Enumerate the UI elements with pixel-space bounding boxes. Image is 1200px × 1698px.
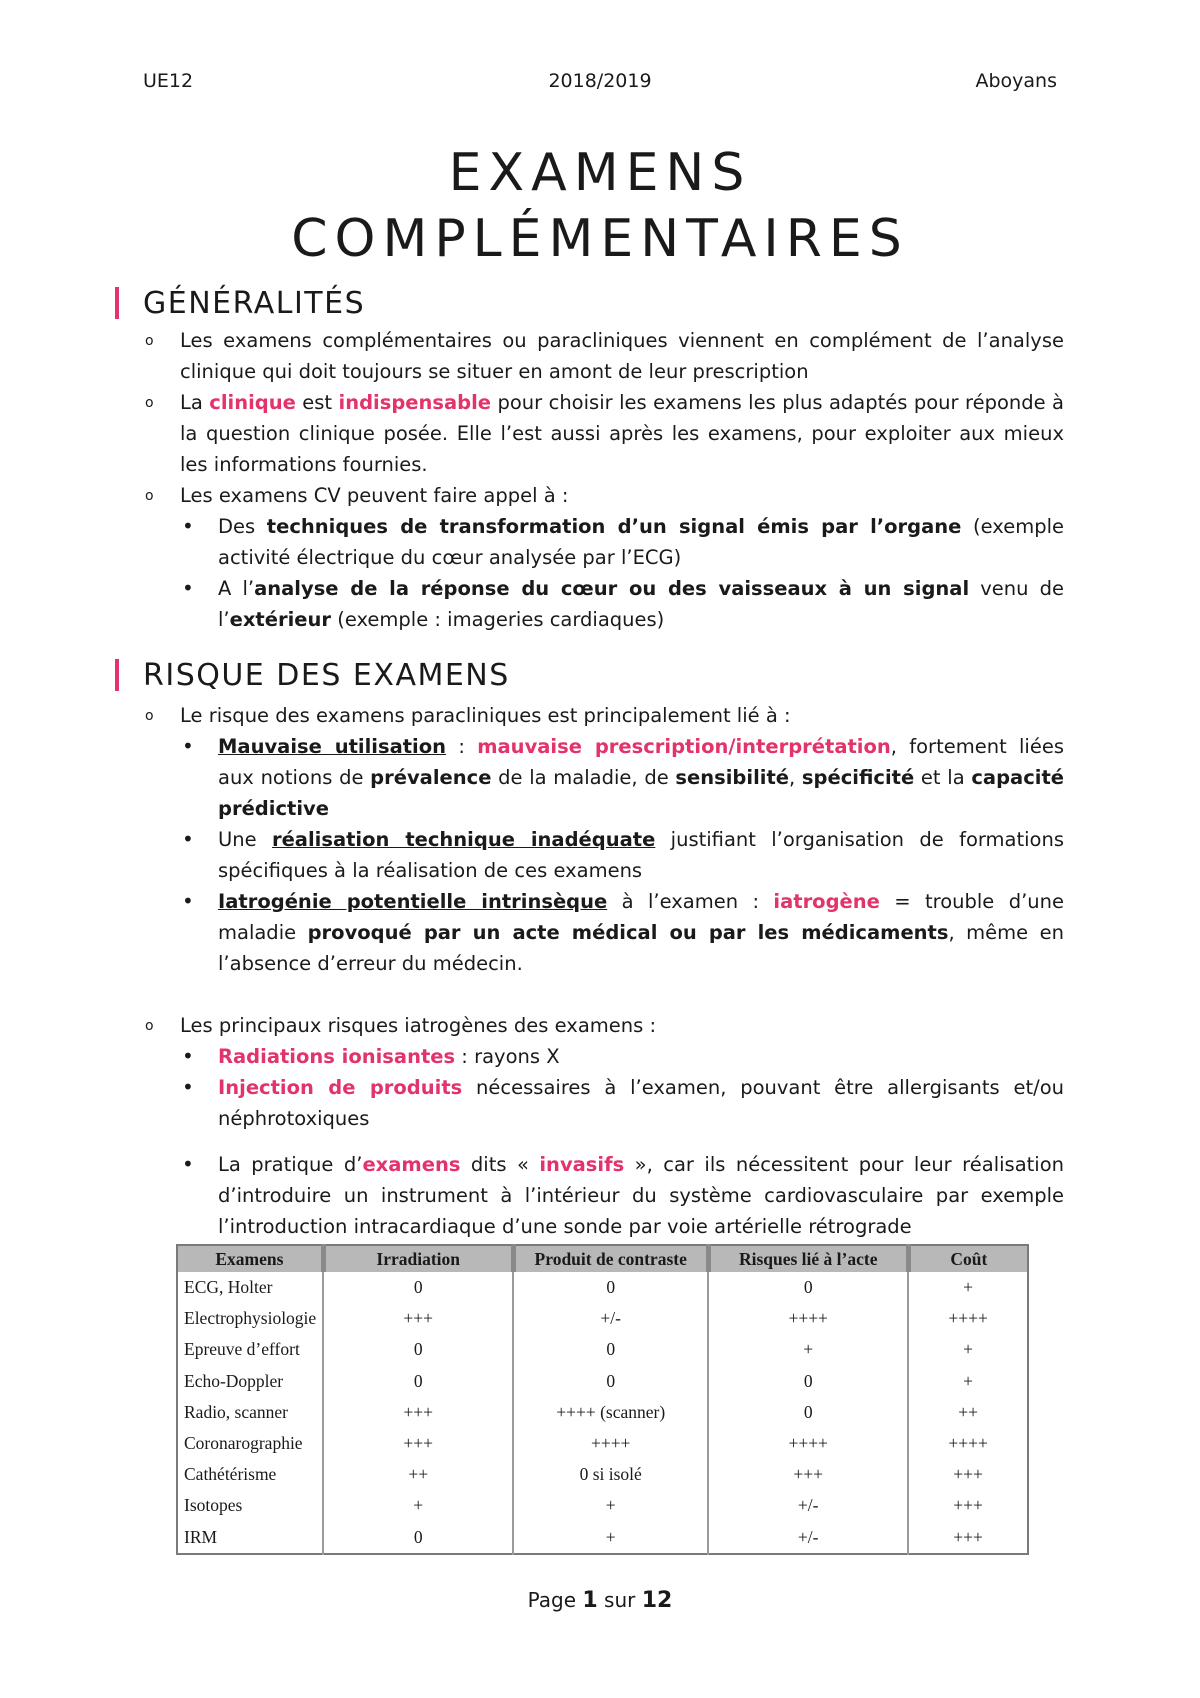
title-line-1: EXAMENS: [448, 143, 752, 203]
section-risque-body: [143, 700, 1064, 1242]
page-footer: Page 1 sur 12: [527, 1588, 673, 1613]
table-row: [177, 1303, 1028, 1334]
list-item: o Les examens complémentaires ou paracliniques viennent en complément de l’analyse clinique qui doit toujours se situer en amont de leur prescription: [143, 325, 1064, 387]
risk-table: [176, 1244, 1029, 1555]
table-cell: 0: [513, 1272, 708, 1303]
bullet-item: • La pratique d’examens dits « invasifs », car ils nécessitent pour leur réalisation d’introduire un instrument à l’intérieur du système cardiovasculaire par exemple l’introduction intracardiaque d’une sonde par voie artérielle rétrograde: [143, 1149, 1064, 1242]
table-cell: ++++: [908, 1303, 1028, 1334]
table-cell: +++: [323, 1303, 513, 1334]
bullet-item: • Radiations ionisantes : rayons X: [143, 1041, 1064, 1072]
bullet-item: • Mauvaise utilisation : mauvaise prescription/interprétation, fortement liées aux notions de prévalence de la maladie, de sensibilité, spécificité et la capacité prédictive: [143, 731, 1064, 824]
table-row: [177, 1490, 1028, 1521]
table-cell: Echo-Doppler: [184, 1370, 284, 1391]
table-cell: +++: [323, 1397, 513, 1428]
table-cell: +/-: [513, 1303, 708, 1334]
table-cell: Isotopes: [184, 1495, 243, 1516]
table-cell: 0: [708, 1272, 908, 1303]
table-cell: ++++: [513, 1428, 708, 1459]
header-course: UE12: [143, 70, 194, 92]
table-cell: 0: [323, 1366, 513, 1397]
list-item: o La clinique est indispensable pour choisir les examens les plus adaptés pour réponde à la question clinique posée. Elle l’est aussi après les examens, pour exploiter aux mieux les informations fournies.: [143, 387, 1064, 480]
table-cell: 0 si isolé: [513, 1459, 708, 1490]
table-cell: Radio, scanner: [184, 1401, 288, 1422]
table-header: Produit de contraste: [513, 1245, 708, 1272]
table-cell: 0: [323, 1522, 513, 1554]
table-cell: 0: [513, 1334, 708, 1365]
list-item: o Le risque des examens paracliniques est principalement lié à :: [143, 700, 1064, 731]
table-row: [177, 1366, 1028, 1397]
table-cell: +++: [708, 1459, 908, 1490]
table-cell: Coronarographie: [184, 1433, 303, 1454]
table-cell: ++++: [908, 1428, 1028, 1459]
table-cell: ++++: [708, 1303, 908, 1334]
table-cell: +++: [908, 1459, 1028, 1490]
list-item: o Les principaux risques iatrogènes des examens :: [143, 1010, 1064, 1041]
table-row: [177, 1334, 1028, 1365]
bullet-item: • Une réalisation technique inadéquate justifiant l’organisation de formations spécifiques à la réalisation de ces examens: [143, 824, 1064, 886]
table-cell: ++: [323, 1459, 513, 1490]
bullet-item: • A l’analyse de la réponse du cœur ou des vaisseaux à un signal venu de l’extérieur (exemple : imageries cardiaques): [143, 573, 1064, 635]
table-cell: +: [513, 1490, 708, 1521]
header-year: 2018/2019: [548, 70, 652, 92]
table-row: [177, 1459, 1028, 1490]
table-header: Risques lié à l’acte: [708, 1245, 908, 1272]
table-header: Coût: [908, 1245, 1028, 1272]
table-header-row: [177, 1245, 1028, 1272]
table-cell: +: [513, 1522, 708, 1554]
page-total: 12: [641, 1588, 673, 1613]
table-cell: Cathétérisme: [184, 1464, 277, 1485]
table-cell: +: [708, 1334, 908, 1365]
page-number: 1: [582, 1588, 598, 1613]
table-row: [177, 1272, 1028, 1303]
table-cell: ++++ (scanner): [513, 1397, 708, 1428]
table-cell: ++++: [708, 1428, 908, 1459]
table-cell: 0: [708, 1366, 908, 1397]
table-cell: +: [908, 1272, 1028, 1303]
table-cell: Electrophysiologie: [184, 1308, 317, 1329]
table-cell: +++: [908, 1490, 1028, 1521]
table-cell: +/-: [708, 1522, 908, 1554]
section-heading-risque: RISQUE DES EXAMENS: [115, 657, 510, 695]
bullet-item: • Des techniques de transformation d’un signal émis par l’organe (exemple activité électrique du cœur analysée par l’ECG): [143, 511, 1064, 573]
page-title: [0, 140, 1200, 272]
table-cell: +: [908, 1334, 1028, 1365]
table-row: [177, 1522, 1028, 1554]
table-cell: ++: [908, 1397, 1028, 1428]
table-row: [177, 1397, 1028, 1428]
table-cell: +/-: [708, 1490, 908, 1521]
table-cell: 0: [323, 1272, 513, 1303]
table-cell: 0: [708, 1397, 908, 1428]
section-heading-generalites: GÉNÉRALITÉS: [115, 285, 365, 323]
list-item: o Les examens CV peuvent faire appel à :: [143, 480, 1064, 511]
table-cell: +++: [908, 1522, 1028, 1554]
table-header: Examens: [177, 1245, 323, 1272]
table-cell: 0: [513, 1366, 708, 1397]
table-cell: 0: [323, 1334, 513, 1365]
table-cell: IRM: [184, 1526, 218, 1547]
section-generalites-body: [143, 325, 1064, 635]
table-header: Irradiation: [323, 1245, 513, 1272]
title-line-2: COMPLÉMENTAIRES: [291, 209, 909, 269]
table-cell: +: [908, 1366, 1028, 1397]
table-cell: ECG, Holter: [184, 1277, 273, 1298]
table-row: [177, 1428, 1028, 1459]
table-cell: +: [323, 1490, 513, 1521]
header-author: Aboyans: [975, 70, 1057, 92]
bullet-item: • Iatrogénie potentielle intrinsèque à l’examen : iatrogène = trouble d’une maladie provoqué par un acte médical ou par les médicaments, même en l’absence d’erreur du médecin.: [143, 886, 1064, 979]
table-cell: Epreuve d’effort: [184, 1339, 300, 1360]
table-cell: +++: [323, 1428, 513, 1459]
bullet-item: • Injection de produits nécessaires à l’examen, pouvant être allergisants et/ou néphrotoxiques: [143, 1072, 1064, 1134]
